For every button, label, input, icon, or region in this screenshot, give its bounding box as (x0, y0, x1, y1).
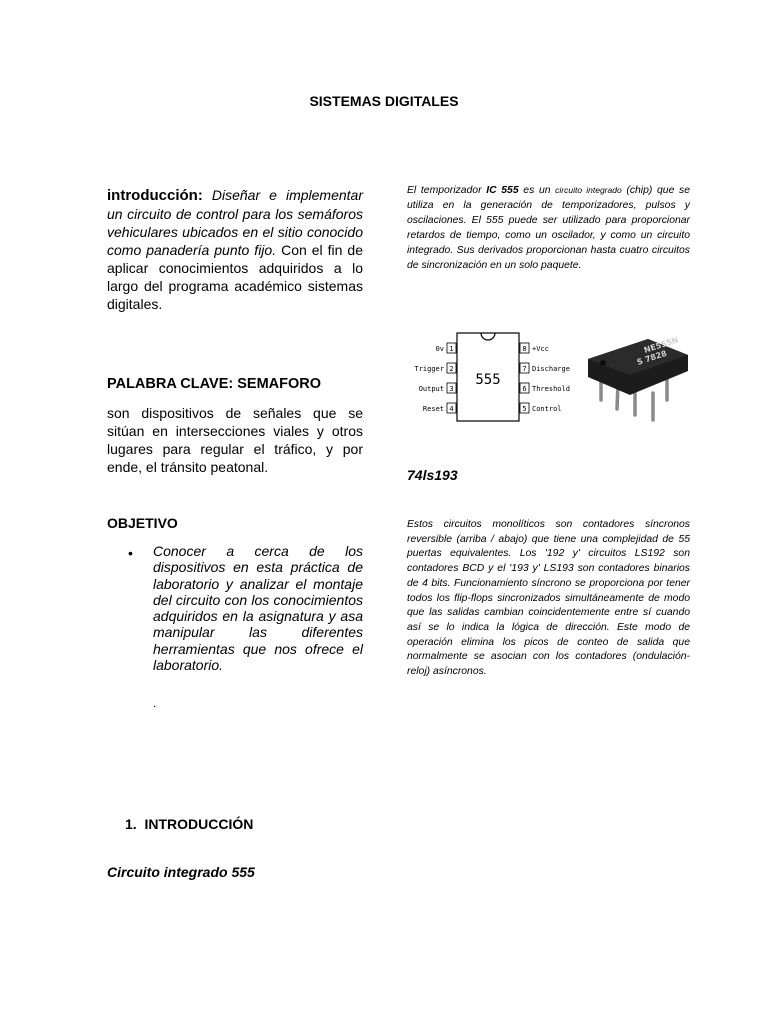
intro-paragraph (107, 186, 363, 313)
pin-label-4: Reset (422, 405, 444, 413)
pin-label-2: Trigger (414, 365, 444, 373)
timer-paragraph (407, 183, 690, 273)
keyword-text: son dispositivos de señales que se sitúan en intersecciones viales y otros lugares para regular el tráfico, y por ende, el tránsito peatonal. (107, 405, 363, 475)
pin-label-8: +Vcc (532, 345, 549, 353)
pin-number-2: 2 (449, 365, 454, 373)
pin-label-3: Output (418, 385, 444, 393)
ic555-figure (405, 325, 691, 430)
keyword-heading: PALABRA CLAVE: SEMAFORO (107, 376, 322, 392)
pin-label-7: Discharge (532, 365, 570, 373)
timer-text-2: es un (523, 185, 551, 196)
pin-number-5: 5 (522, 405, 527, 413)
section-heading: 1. INTRODUCCIÓN (125, 816, 254, 832)
chip-photo-marking-2: S 7828 (635, 348, 668, 367)
pin-label-5: Control (532, 405, 562, 413)
pin-number-6: 6 (522, 385, 527, 393)
timer-small-text: circuito integrado (555, 185, 622, 195)
bullet-icon: • (128, 545, 133, 561)
timer-ic-label: IC 555 (486, 185, 519, 196)
pin-number-7: 7 (522, 365, 527, 373)
chip-photo-marking-1: NE555N (642, 335, 680, 355)
pin-label-1: 0v (435, 345, 444, 353)
trailing-dot: . (153, 696, 157, 710)
page-title: SISTEMAS DIGITALES (309, 93, 459, 109)
objective-heading: OBJETIVO (107, 515, 178, 531)
intro-label: introducción: (107, 187, 203, 204)
pin-number-3: 3 (449, 385, 454, 393)
pin-label-6: Threshold (532, 385, 570, 393)
timer-text-3: (chip) que se utiliza en la generación de temporizadores, pulsos y oscilaciones. El 555 puede ser utilizado para proporcionar retardos de tiempo, como un oscilador, y como un circuito integrado. Sus derivados proporcionan hasta cuatro circuitos de sincronización en un solo paquete. (407, 185, 690, 271)
pin-number-8: 8 (522, 345, 527, 353)
pin-number-1: 1 (449, 345, 454, 353)
pinout-chip-label: 555 (475, 372, 501, 388)
objective-bullet-text: Conocer a cerca de los dispositivos en esta práctica de laboratorio y analizar el montaje del circuito con los conocimientos adquiridos en la asignatura y asa manipular las diferentes herramientas que nos ofrece el laboratorio. (153, 543, 363, 674)
timer-text-1: El temporizador (407, 185, 482, 196)
chip-photo (581, 325, 691, 430)
intro-text-regular: Con el fin de aplicar conocimientos adquiridos a lo largo del programa académico sistemas digitales. (107, 242, 364, 312)
pin-number-4: 4 (449, 405, 454, 413)
ls193-text: Estos circuitos monolíticos son contadores síncronos reversible (arriba / abajo) que tiene una complejidad de 55 puertas equivalentes. Los '192 y' circuitos LS192 son contadores BCD y el '193 y' LS193 son contadores binarios de 4 bits. Funcionamiento síncrono se proporciona por tener todos los flip-flops sincronizados simultáneamente de modo que las salidas cambian coincidentemente entre sí cuando así se lo indica la lógica de dirección. Este modo de operación elimina los picos de conteo de salida que normalmente se asocian con los contadores (ondulación-reloj) asíncronos. (407, 519, 690, 678)
ls193-heading: 74ls193 (407, 467, 458, 483)
intro-text-italic: Diseñar e implementar un circuito de control para los semáforos vehiculares ubicados en el sitio conocido como panadería punto fijo. (107, 187, 364, 258)
section-subheading: Circuito integrado 555 (107, 864, 255, 880)
